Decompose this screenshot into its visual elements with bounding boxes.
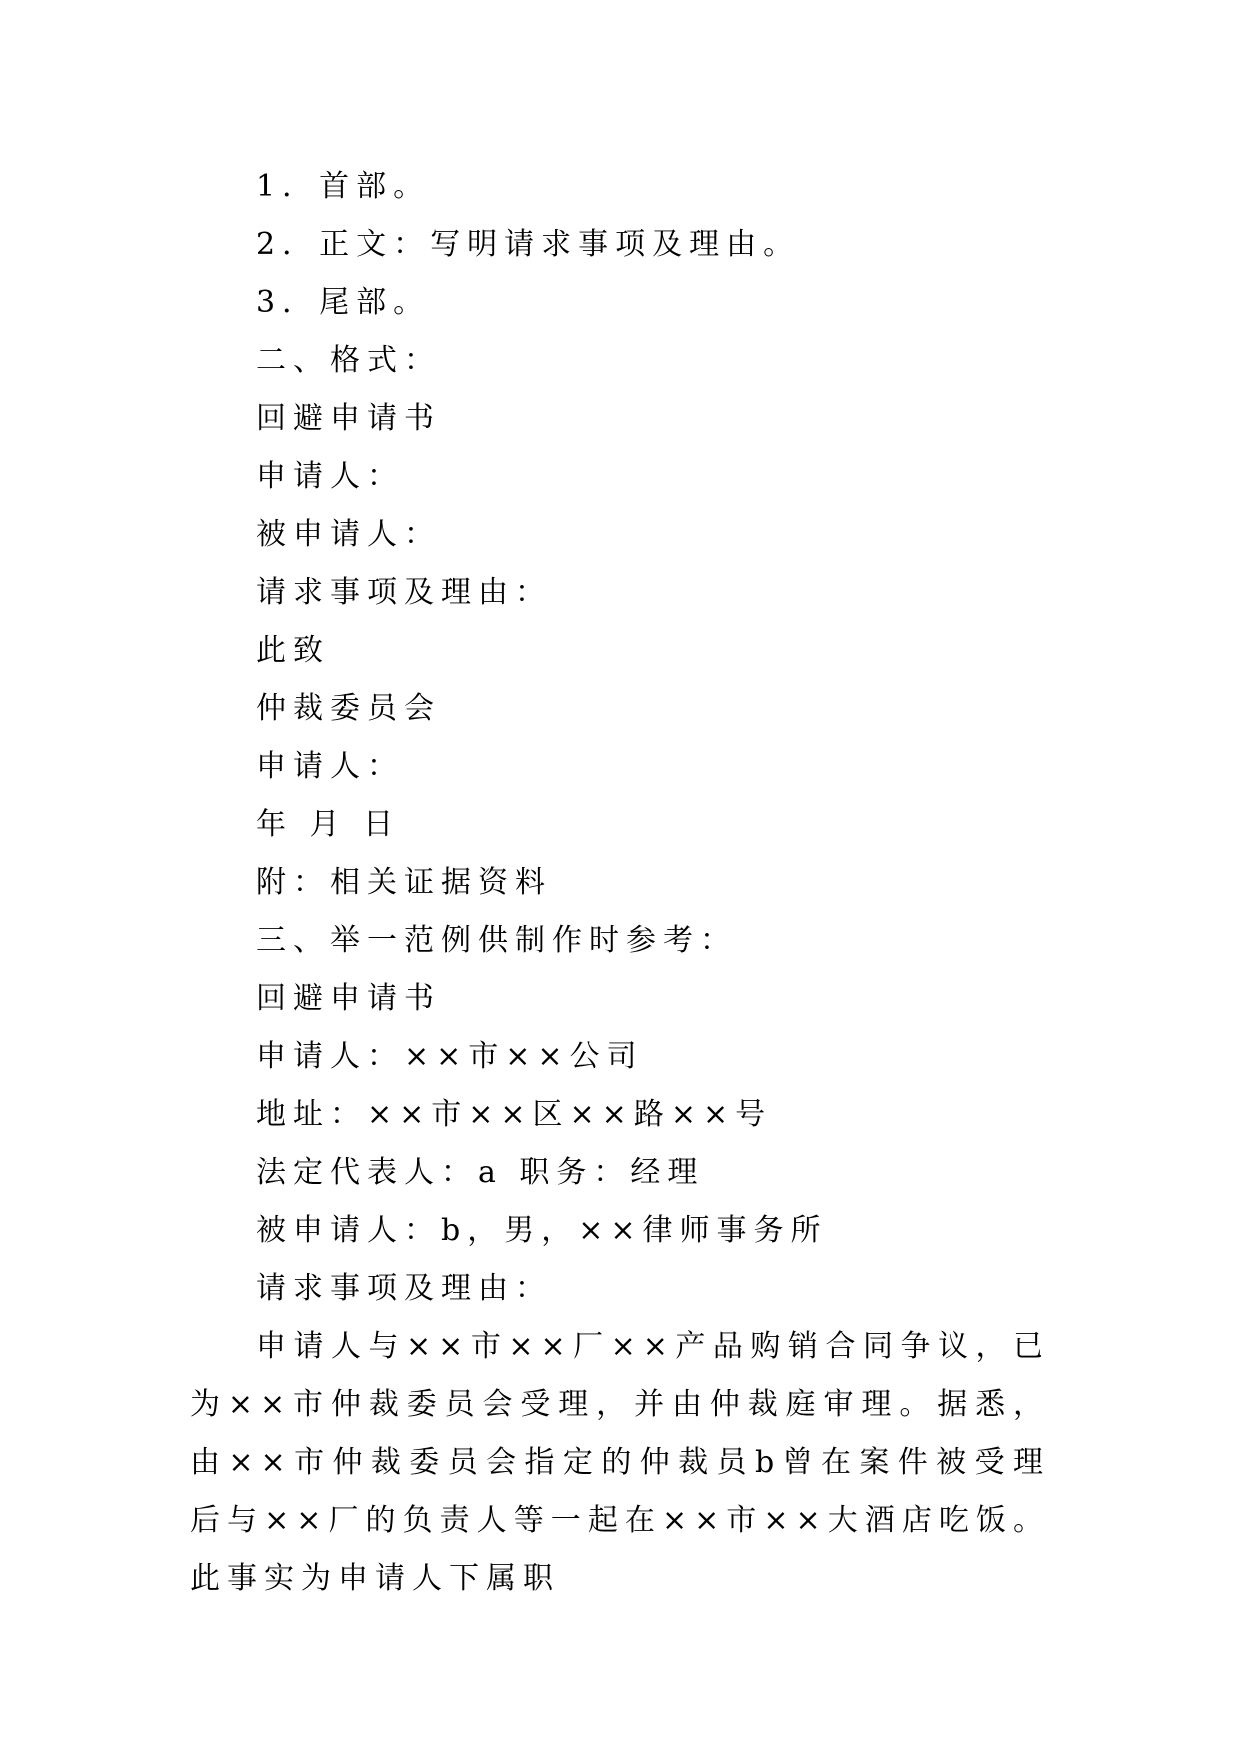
template-addressee: 仲裁委员会 xyxy=(256,691,441,726)
example-applicant: 申请人：××市××公司 xyxy=(256,1039,644,1074)
example-respondent: 被申请人：b，男，××律师事务所 xyxy=(256,1213,828,1248)
template-respondent: 被申请人： xyxy=(256,517,441,552)
example-claims-heading: 请求事项及理由： xyxy=(256,1271,552,1306)
template-salutation: 此致 xyxy=(256,633,330,668)
outline-item-body: 2．正文：写明请求事项及理由。 xyxy=(256,227,801,262)
example-address: 地址：××市××区××路××号 xyxy=(256,1097,773,1132)
example-claims-paragraph: 申请人与××市××厂××产品购销合同争议，已为××市仲裁委员会受理，并由仲裁庭审理。据悉，由××市仲裁委员会指定的仲裁员b曾在案件被受理后与××厂的负责人等一起在××市××大酒店吃饭。此事实为申请人下属职 xyxy=(190,1329,1050,1596)
template-signature-applicant: 申请人： xyxy=(256,749,404,784)
example-title: 回避申请书 xyxy=(256,981,441,1016)
document-body xyxy=(190,158,1050,1608)
template-date: 年 月 日 xyxy=(256,807,401,842)
outline-item-header: 1．首部。 xyxy=(256,169,431,204)
template-attachment: 附：相关证据资料 xyxy=(256,865,552,900)
template-applicant: 申请人： xyxy=(256,459,404,494)
template-claims: 请求事项及理由： xyxy=(256,575,552,610)
example-legal-representative: 法定代表人：a 职务：经理 xyxy=(256,1155,705,1190)
outline-item-footer: 3．尾部。 xyxy=(256,285,431,320)
template-title: 回避申请书 xyxy=(256,401,441,436)
section-heading-format: 二、格式： xyxy=(256,343,441,378)
section-heading-example: 三、举一范例供制作时参考： xyxy=(256,923,737,958)
